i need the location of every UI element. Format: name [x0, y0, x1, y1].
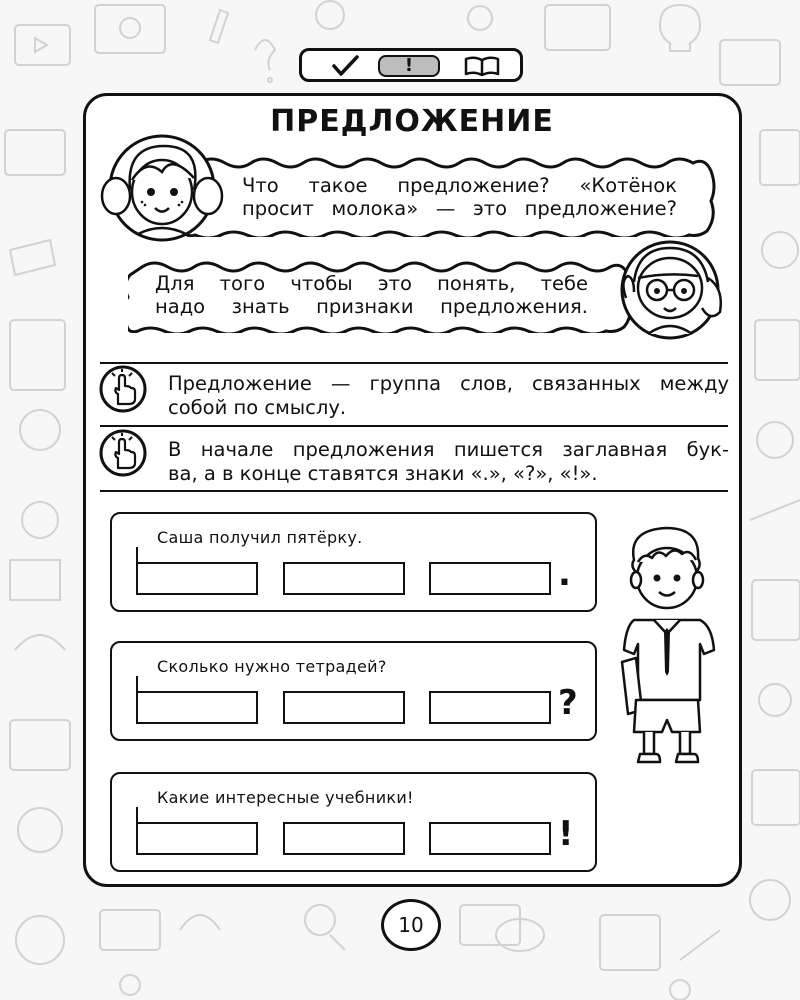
word-slot — [136, 822, 258, 855]
sentence-scheme-box — [110, 512, 597, 612]
end-punctuation: ! — [558, 814, 574, 854]
word-slot — [283, 822, 405, 855]
bubble-2-text: Для того чтобы это понять, тебе надо знать признаки предложения. — [155, 272, 588, 318]
word-slot — [429, 822, 551, 855]
end-punctuation: . — [558, 554, 571, 594]
word-slot — [429, 562, 551, 595]
divider-line — [100, 490, 728, 492]
girl-with-glasses-avatar — [612, 238, 730, 342]
word-slot — [429, 691, 551, 724]
exclamation-icon: ! — [378, 55, 440, 77]
example-sentence: Саша получил пятёрку. — [157, 528, 363, 547]
check-icon — [328, 55, 362, 77]
word-slot — [136, 691, 258, 724]
girl-avatar — [98, 130, 226, 242]
divider-line — [100, 362, 728, 364]
example-sentence: Какие интересные учебники! — [157, 788, 414, 807]
word-slot — [283, 691, 405, 724]
page-number: 10 — [381, 899, 441, 951]
schoolboy-illustration — [612, 520, 722, 770]
word-slot — [283, 562, 405, 595]
example-sentence: Сколько нужно тетрадей? — [157, 657, 387, 676]
top-icon-bar — [299, 48, 523, 82]
rule-2-text: В начале предложения пишется заглавная бук- ва, а в конце ставятся знаки «.», «?», «!». — [168, 438, 729, 485]
rule-1-text: Предложение — группа слов, связанных между собой по смыслу. — [168, 372, 729, 419]
word-slot — [136, 562, 258, 595]
pointing-finger-icon — [98, 364, 148, 414]
sentence-scheme-box — [110, 772, 597, 872]
divider-line — [100, 425, 728, 427]
book-icon — [462, 55, 502, 77]
pointing-finger-icon — [98, 428, 148, 478]
bubble-1-text: Что такое предложение? «Котёнок просит молока» — это предложение? — [242, 174, 677, 220]
end-punctuation: ? — [558, 683, 578, 723]
page-title: ПРЕДЛОЖЕНИЕ — [270, 104, 554, 139]
sentence-scheme-box — [110, 641, 597, 741]
